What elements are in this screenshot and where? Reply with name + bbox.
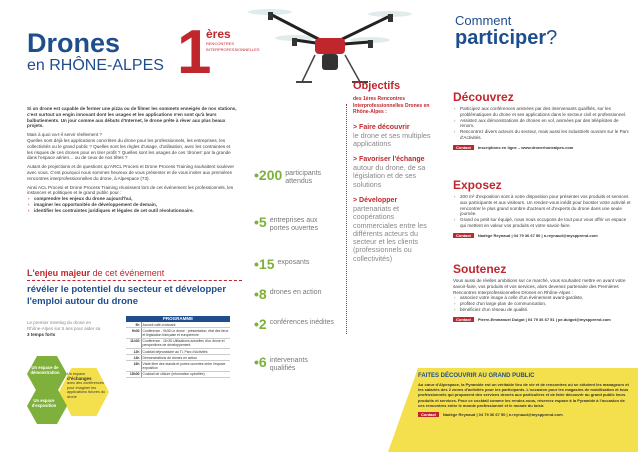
exposez-list [453,194,631,229]
exposez-contact [453,233,631,238]
section-exposez [453,178,631,238]
objectives-title: Objectifs [353,80,401,92]
major-statement: révéler le potentiel du secteur et développer l'emploi autour du drone [27,284,227,307]
list-item: › 200 m² d'exposition sont à votre disposition pour présenter vos produits et services aux participants et aux visiteurs. Un rendez-vous inédit pour booster votre activité et rencontrer le plus grand nombre d'acteurs et d'experts du drone dans une seule journée. [453,194,631,217]
stat-label: exposants [277,259,310,266]
intro-block [27,106,237,214]
objective-item [353,156,433,189]
hex-exposition-label: Un espace d'exposition [31,398,57,408]
objective-heading: > Développer [353,196,398,204]
contact-badge: Contact [418,412,439,417]
list-item: › identifier les contraintes juridiques et légales de cet outil révolutionnaire. [27,208,237,214]
stat-label: conférences inédites [269,319,334,326]
soutenez-contact [453,317,631,322]
decouvrez-list [453,106,631,141]
objective-item [353,124,433,149]
participate-heading [455,14,625,48]
stat-label: participants attendus [285,170,322,185]
stat-item [254,355,334,373]
stat-number: •200 [254,167,283,183]
stat-number: •8 [254,286,267,302]
major-heading [27,268,242,281]
contact-info[interactable]: Pierre-Emmanuel Duigot | 04 79 36 67 51 | pe.duigot@myspprend.com [477,316,611,322]
list-item: › associez votre image à celle d'un événement avant-gardiste, [453,295,631,301]
hex-exchange-label [67,372,105,399]
program-time: 11h30 [126,338,141,348]
objective-heading: > Favoriser l'échange [353,156,425,164]
table-row [126,338,230,348]
footer-content [418,372,632,417]
program-desc: Démonstrations de drones en action [141,355,230,361]
program-time: 14h [126,355,141,361]
participate-line-1: Comment [455,13,512,28]
list-item: › bénéficiez d'un réseau de qualité. [453,307,631,313]
title-eres: ères [206,27,231,41]
soutenez-title: Soutenez [453,262,507,276]
footer-contact [418,412,632,417]
hex-exchange-l2: d'échanges [67,375,92,381]
list-item: › comprendre les enjeux du drone aujourd'hui, [27,196,237,202]
decouvrez-title: Découvrez [453,90,514,104]
stat-item [254,257,334,287]
list-item: › Grand ou petit sur équipé, nous nous occupons de tout pour vous offrir un espace qui mettent en valeur vos produits et votre savoir-faire. [453,217,631,229]
list-item: › imaginer les opportunités de développement de demain, [27,202,237,208]
title-drones: Drones [27,28,121,58]
contact-badge: Contact [453,317,474,322]
soutenez-text: Vous aussi de réelles ambitions sur ce marché, vous souhaitez mettre en avant votre savoir-faire, vos produits et vos services, alors devenez partenaire des Premières Rencontres Interprofessionnelles Drones en Rhône-Alpes : [453,278,626,295]
program-desc: Visite libre des stands et portes ouvertes entre l'espace exposition [141,361,230,371]
program-time: 16h [126,361,141,371]
list-item: › profitez d'un large plan de communication, [453,301,631,307]
major-label-rest: de cet événement [90,268,165,278]
contact-badge: Contact [453,145,474,150]
stat-label: intervenants qualifiés [269,357,308,372]
column-divider [346,104,347,334]
program-table [126,322,230,378]
title-region: en RHÔNE-ALPES [27,57,164,74]
program-time: 12h [126,349,141,355]
intro-paragraph-4: Autant de projections et de questions qu'ARCL Procesi et Drone Process Training souhaitent soulever avec vous. C'est pourquoi nous sommes heureux de vous présenter et de vous inviter aux premières rencontres interprofessionnelles du drone, à Alpespace (73). [27,164,235,181]
program-time: 9h30 [126,328,141,338]
stat-number: •6 [254,354,267,370]
contact-info[interactable]: Nadège Reynaud | 04 79 36 67 50 | n.reynaud@myspprend.com [477,232,598,238]
stat-label: drones en action [269,289,322,296]
program-intro-text: Le premier meeting du drone en Rhône-Alpes sur 5 ans pour aider sa [27,320,101,331]
intro-paragraph-5: Ainsi ACL Procesi et Drone Process Training réunissent lors de cet événement les professionnels, les instances et politiques et le grand public pour : [27,184,234,196]
contact-badge: Contact [453,233,474,238]
section-decouvrez [453,90,631,150]
major-stake [27,268,242,308]
footer-title: FAITES DÉCOUVRIR AU GRAND PUBLIC [418,373,535,379]
program-time: 18h00 [126,371,141,377]
program-desc: Cocktail de clôture (information spécifiée) [141,371,230,377]
program-intro [27,320,102,337]
hex-demonstration-label: Un espace de démonstration [30,365,60,375]
stat-label: entreprises aux portes ouvertes [269,217,318,232]
table-row [126,328,230,338]
stats-column [254,168,334,373]
intro-bullets [27,196,237,213]
program-desc: Accueil café-croissant [141,322,230,328]
intro-paragraph-2: Mais à quoi va-t-il servir réellement ? [27,132,103,138]
intro-paragraph-1: Si un drone est capable de fermer une pizza ou de filmer les sommets enneigés de nos stations, c'est surtout un engin innovant dont les usages et les applications n'en sont qu'à leurs balbutiements. Un jour comme aux débuts d'Internet, le drone prête à rêver aux plus beaux projets. [27,106,237,129]
program-desc: Conférence - 11h30 Utilisations actuelles d'un drone et perspectives de développement [141,338,230,348]
objective-text: le drone et ses multiples applications [353,130,431,148]
program-time: 9h [126,322,141,328]
decouvrez-contact [453,145,631,150]
stat-item [254,317,334,355]
objectives-subtitle: des 1ères Rencontres Interprofessionnelles Drones en Rhône-Alpes : [353,96,430,115]
stat-item [254,168,334,215]
program-desc: Cocktail déjeunatoire au Ti- Parc d'Activités [141,349,230,355]
footer-text: Au cœur d'Alpespace, la Pyramide est un véritable lieu de vie et de rencontres où se côtoient les manageurs et les salariés des 2 zones d'activités pour les participants. L'occasion pour les magasins de mobilisation et tous professionnels qui proposent des services dronés aux particuliers et de faire découvrir au grand public leurs produits et services. Pour ce cocktail comme les rendez-vous, réservez espace à la Pyramide à l'occasion de ces rencontres entre le monde professionnel et le monde du loisir. [418,382,629,408]
participate-line-2: participer? [455,27,558,49]
intro-paragraph-3: Quelles sont déjà les applications concrètes du drone pour les professionnels, les entreprises, les collectivités ou le grand public ? Quelles sont les règles d'usage, d'utilisation, avec les contraintes et les risques de ces drones pour en tirer profit ? Quelles sont les usages de ces 'drones' par la grande dans l'espace aérien… ou de ceux de nos têtes ? [27,137,231,161]
exposez-title: Exposez [453,178,502,192]
title-number: 1 [177,18,212,87]
objective-text: partenariats et coopérations commerciales entre les différents acteurs du secteur et les clients (professionnels ou collectivités) [353,203,427,263]
program-header: PROGRAMME [126,316,230,322]
contact-info[interactable]: Inscriptions en ligne – www.dronerhonealpes.com [477,144,574,150]
list-item: › Assistez aux démonstrations de drones en vol, animées par des télépilotes de renom. [453,118,631,130]
major-label: L'enjeu majeur [27,268,91,278]
header [27,18,260,100]
program-table-wrap [126,316,230,378]
hex-exchange-l3: avec des conférences pour imaginer les applications futures du drone [67,381,105,399]
stat-item [254,215,334,257]
program-desc: Conférence - 9h30 Le drone : présentation, état des lieux et législation française et européenne [142,328,229,337]
title-tag: RENCONTRES INTERPROFESSIONNELLES [206,41,260,52]
program-intro-highlight: 3 temps forts [27,331,56,337]
stat-number: •5 [254,214,267,230]
stat-number: •15 [254,256,275,272]
objective-heading: > Faire découvrir [353,123,410,131]
contact-info[interactable]: Nadège Reynaud | 04 79 36 67 50 | n.reynaud@myspprend.com [442,412,563,418]
objective-item [353,197,433,263]
hex-exchange-l1: Un espace [67,372,86,376]
table-row [126,361,230,371]
list-item: › Rencontrez divers acteurs du secteur, mais aussi les industriels ouvrant sur le Parc d'Activités. [453,129,631,141]
soutenez-list [453,295,631,312]
stat-item [254,287,334,317]
objective-text: autour du drone, de sa législation et de ses solutions [353,163,426,189]
objectives [353,80,433,263]
table-row [126,371,230,377]
list-item: › Participez aux conférences animées par des intervenants qualifiés, sur les problématiques du drone et ses applications dans le secteur civil et professionnel. [453,106,631,118]
stat-number: •2 [254,316,267,332]
section-soutenez [453,262,631,322]
